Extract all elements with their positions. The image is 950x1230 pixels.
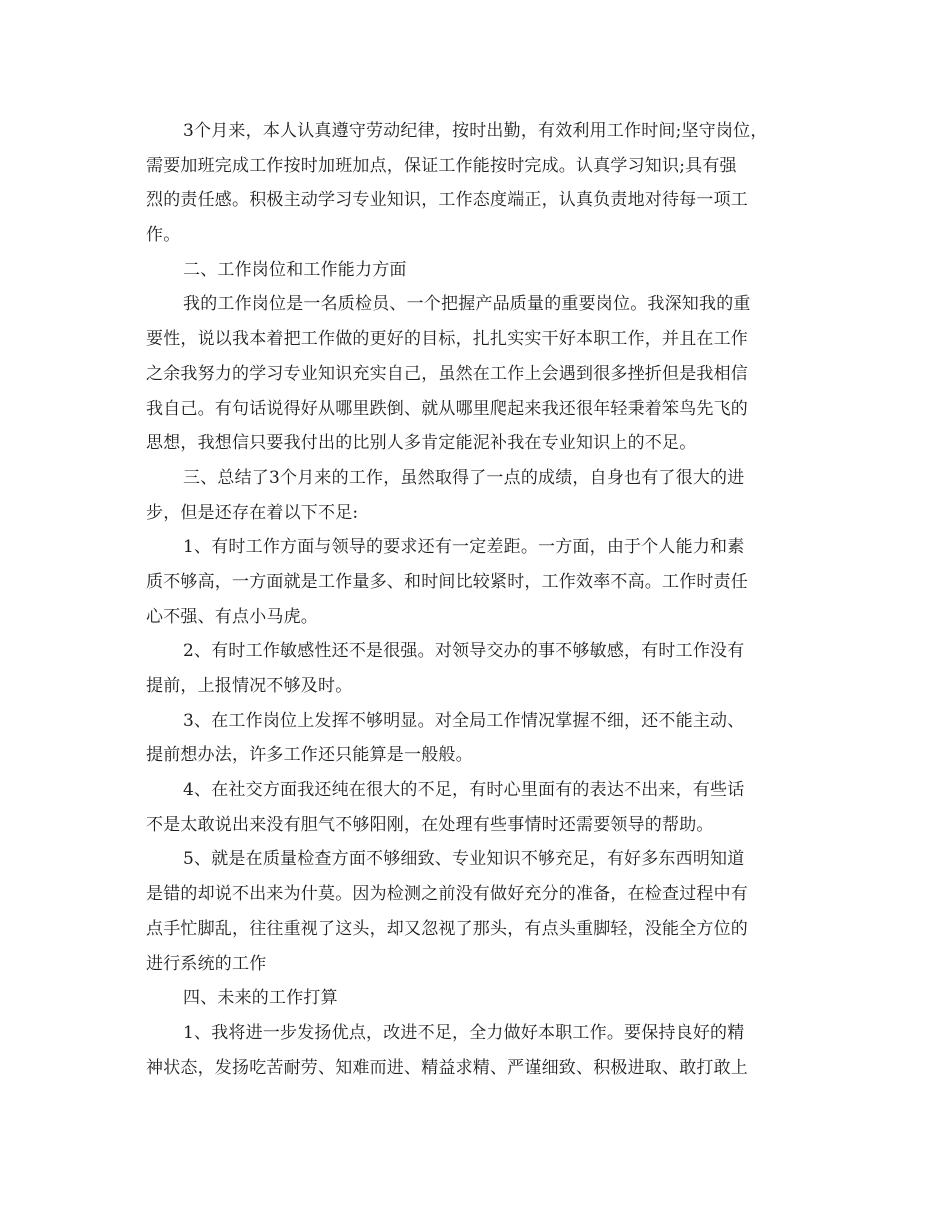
text-line: 提前，上报情况不够及时。 bbox=[146, 676, 353, 696]
section-heading: 四、未来的工作打算 bbox=[183, 988, 338, 1009]
text-line: 神状态，发扬吃苦耐劳、知难而进、精益求精、严谨细致、积极进取、敢打敢上 bbox=[146, 1057, 748, 1078]
text-line: 步，但是还存在着以下不足: bbox=[146, 502, 359, 523]
text-line: 4、在社交方面我还纯在很大的不足，有时心里面有的表达不出来，有些话 bbox=[183, 780, 745, 801]
text-line: 质不够高，一方面就是工作量多、和时间比较紧时，工作效率不高。工作时责任 bbox=[146, 571, 748, 592]
text-line: 不是太敢说出来没有胆气不够阳刚，在处理有些事情时还需要领导的帮助。 bbox=[146, 814, 714, 835]
text-line: 3个月来，本人认真遵守劳动纪律，按时出勤，有效利用工作时间;坚守岗位， bbox=[183, 121, 768, 141]
text-line: 1、我将进一步发扬优点，改进不足，全力做好本职工作。要保持良好的精 bbox=[183, 1022, 745, 1043]
document-body bbox=[146, 114, 806, 1085]
text-line: 点手忙脚乱，往往重视了这头，却又忽视了那头，有点头重脚轻，没能全方位的 bbox=[146, 918, 748, 939]
text-line: 我的工作岗位是一名质检员、一个把握产品质量的重要岗位。我深知我的重 bbox=[183, 294, 751, 315]
text-line: 烈的责任感。积极主动学习专业知识，工作态度端正，认真负责地对待每一项工 bbox=[146, 190, 748, 211]
text-line: 需要加班完成工作按时加班加点，保证工作能按时完成。认真学习知识;具有强 bbox=[146, 155, 737, 176]
text-line: 要性，说以我本着把工作做的更好的目标，扎扎实实干好本职工作，并且在工作 bbox=[146, 329, 748, 350]
text-line: 之余我努力的学习专业知识充实自己，虽然在工作上会遇到很多挫折但是我相信 bbox=[146, 363, 748, 384]
text-line: 是错的却说不出来为什莫。因为检测之前没有做好充分的准备，在检查过程中有 bbox=[146, 884, 748, 905]
text-line: 提前想办法，许多工作还只能算是一般般。 bbox=[146, 745, 473, 766]
text-line: 1、有时工作方面与领导的要求还有一定差距。一方面，由于个人能力和素 bbox=[183, 537, 745, 558]
section-heading: 二、工作岗位和工作能力方面 bbox=[183, 259, 407, 280]
text-line: 2、有时工作敏感性还不是很强。对领导交办的事不够敏感，有时工作没有 bbox=[183, 641, 745, 662]
text-line: 心不强、有点小马虎。 bbox=[146, 606, 318, 627]
text-line: 3、在工作岗位上发挥不够明显。对全局工作情况掌握不细，还不能主动、 bbox=[183, 710, 745, 731]
text-line: 5、就是在质量检查方面不够细致、专业知识不够充足，有好多东西明知道 bbox=[183, 849, 745, 870]
section-heading: 三、总结了3个月来的工作，虽然取得了一点的成绩，自身也有了很大的进 bbox=[183, 467, 745, 488]
text-line: 思想，我想信只要我付出的比别人多肯定能泥补我在专业知识上的不足。 bbox=[146, 433, 697, 454]
text-line: 进行系统的工作 bbox=[146, 953, 267, 974]
text-line: 我自己。有句话说得好从哪里跌倒、就从哪里爬起来我还很年轻秉着笨鸟先飞的 bbox=[146, 398, 748, 419]
text-line: 作。 bbox=[146, 225, 181, 246]
